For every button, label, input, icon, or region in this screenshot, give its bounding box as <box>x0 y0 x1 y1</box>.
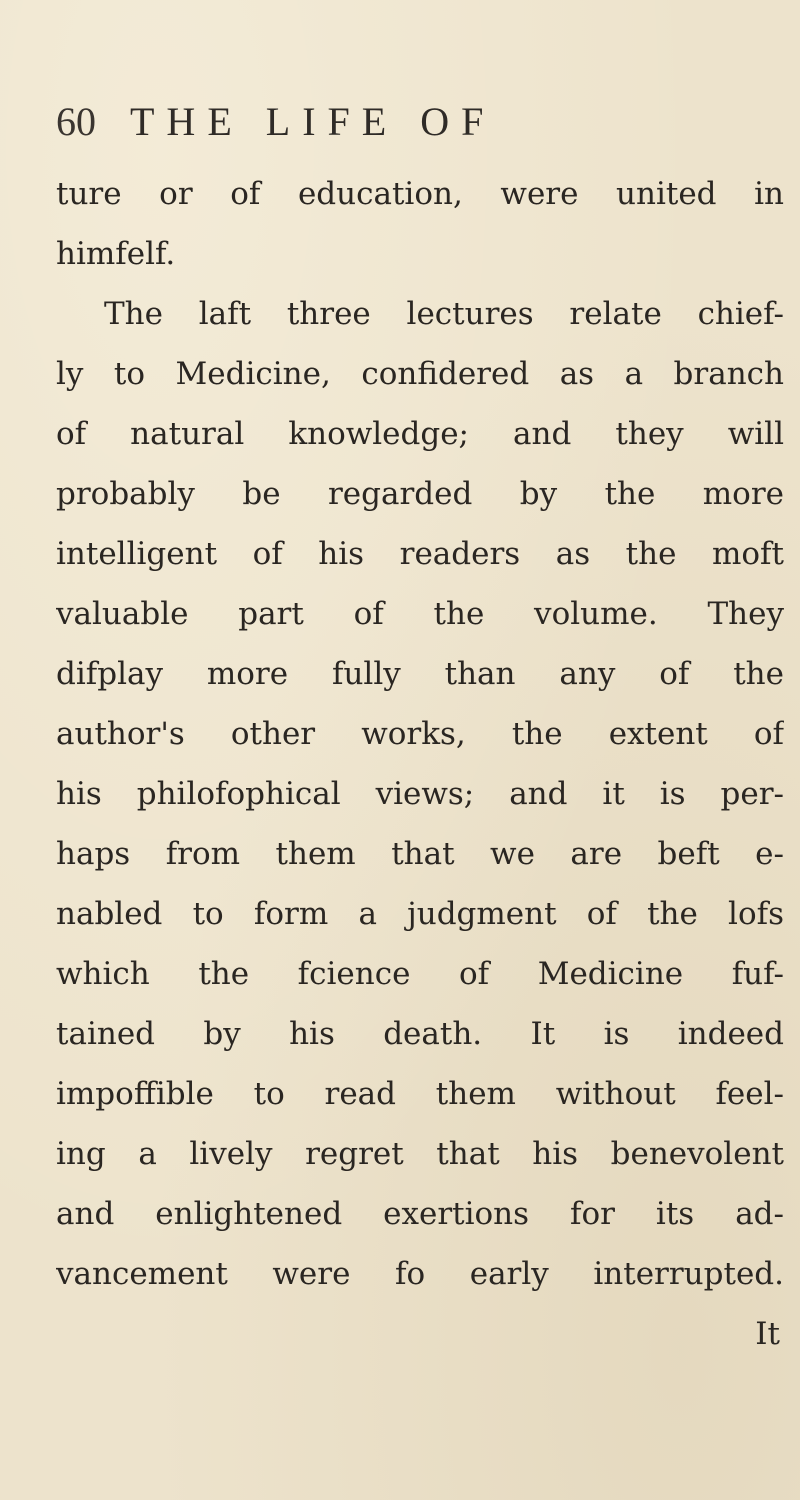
text-line: valuable part of the volume. They <box>56 596 784 632</box>
text-line: author's other works, the extent of <box>56 716 784 752</box>
text-line: probably be regarded by the more <box>56 476 784 512</box>
text-line: which the fcience of Medicine fuf- <box>56 956 784 992</box>
text-line: impoffible to read them without feel- <box>56 1076 784 1112</box>
text-line: ly to Medicine, confidered as a branch <box>56 356 784 392</box>
text-line: vancement were fo early interrupted. <box>56 1256 784 1292</box>
text-line: difplay more fully than any of the <box>56 656 784 692</box>
text-line: his philofophical views; and it is per- <box>56 776 784 812</box>
text-line: ing a lively regret that his benevolent <box>56 1136 784 1172</box>
text-line: nabled to form a judgment of the lofs <box>56 896 784 932</box>
text-line: of natural knowledge; and they will <box>56 416 784 452</box>
catchword: It <box>755 1316 780 1352</box>
page-header <box>56 98 495 158</box>
text-line: himfelf. <box>56 236 176 272</box>
text-line: intelligent of his readers as the moft <box>56 536 784 572</box>
text-line: tained by his death. It is indeed <box>56 1016 784 1052</box>
text-line: and enlightened exertions for its ad- <box>56 1196 784 1232</box>
text-line: haps from them that we are beft e- <box>56 836 784 872</box>
text-line: The laft three lectures relate chief- <box>104 296 784 332</box>
text-line: ture or of education, were united in <box>56 176 784 212</box>
page-number: 60 <box>56 99 96 144</box>
running-head: THE LIFE OF <box>130 99 496 144</box>
